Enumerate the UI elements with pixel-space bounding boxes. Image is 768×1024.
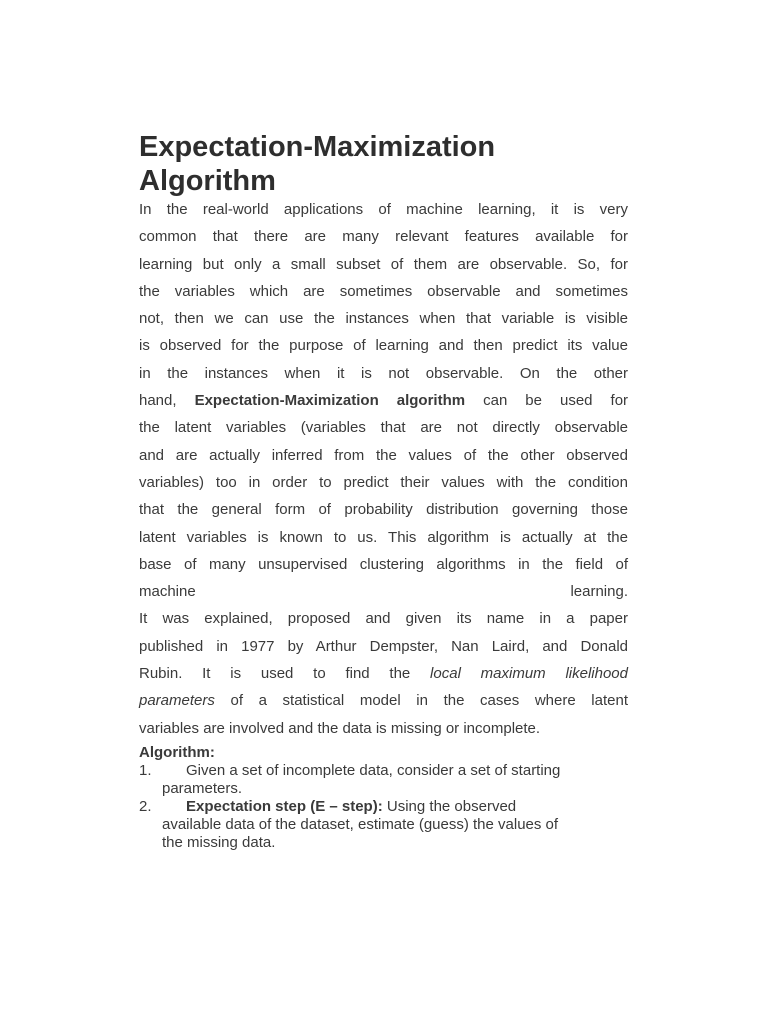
line-text: hand, — [139, 392, 177, 410]
title-line: Algorithm — [139, 165, 276, 197]
line-text: variables) too in order to predict their values with the condition — [139, 473, 628, 491]
text-line — [139, 715, 628, 742]
list-text: the missing data. — [162, 834, 276, 851]
text-line — [139, 223, 628, 250]
line-text: latent variables is known to us. This algorithm is actually at the — [139, 528, 628, 546]
list-item — [139, 798, 628, 852]
text-line — [139, 332, 628, 359]
list-text: Using the observed — [382, 798, 517, 815]
algorithm-heading: Algorithm: — [139, 744, 215, 761]
line-text: in the instances when it is not observable. On the other — [139, 364, 628, 382]
line-text: common that there are many relevant features available for — [139, 228, 628, 246]
title-line: Expectation-Maximization — [139, 131, 496, 163]
text-line — [139, 278, 628, 305]
list-text: Given a set of incomplete data, consider a set of starting — [186, 762, 561, 779]
list-number: 1. — [139, 762, 152, 779]
line-text: It was explained, proposed and given its name in a paper — [139, 610, 628, 628]
line-text: learning but only a small subset of them are observable. So, for — [139, 255, 628, 273]
text-line — [139, 360, 628, 387]
text-line — [139, 469, 628, 496]
paragraph-intro — [139, 196, 628, 742]
text-line — [139, 387, 628, 414]
line-text: base of many unsupervised clustering algorithms in the field of — [139, 555, 628, 573]
line-text: and are actually inferred from the values of the other observed — [139, 446, 628, 464]
line-text: can be used for — [483, 392, 629, 410]
bold-term: Expectation-Maximization algorithm — [194, 392, 466, 410]
text-line — [139, 660, 628, 687]
line-text: is observed for the purpose of learning and then predict its value — [139, 337, 628, 355]
line-text: In the real-world applications of machine learning, it is very — [139, 201, 628, 218]
text-line — [139, 578, 628, 605]
list-text: available data of the dataset, estimate (guess) the values of — [162, 816, 559, 833]
text-line — [139, 305, 628, 332]
text-line — [139, 196, 628, 223]
text-line — [139, 633, 628, 660]
text-line — [139, 496, 628, 523]
list-text: parameters. — [162, 780, 243, 797]
list-number: 2. — [139, 798, 152, 815]
line-text: of a statistical model in the cases where latent — [230, 692, 628, 710]
italic-term: parameters — [139, 692, 215, 710]
page-title — [139, 130, 495, 198]
line-text: that the general form of probability distribution governing those — [139, 501, 628, 519]
line-text: machine — [139, 583, 196, 601]
text-line — [139, 414, 628, 441]
line-text: Rubin. It is used to find the — [139, 665, 411, 683]
line-text: not, then we can use the instances when that variable is visible — [139, 310, 628, 328]
text-line — [139, 551, 628, 578]
line-text: the latent variables (variables that are not directly observable — [139, 419, 628, 437]
algorithm-section — [139, 744, 628, 852]
text-line — [139, 687, 628, 714]
text-line — [139, 442, 628, 469]
text-line — [139, 524, 628, 551]
line-text: the variables which are sometimes observable and sometimes — [139, 282, 628, 300]
text-line — [139, 605, 628, 632]
text-line — [139, 251, 628, 278]
list-item — [139, 762, 628, 798]
bold-term: Expectation step (E – step): — [186, 798, 383, 815]
line-text: learning. — [570, 583, 628, 601]
line-text: published in 1977 by Arthur Dempster, Nan Laird, and Donald — [139, 637, 628, 655]
line-text: variables are involved and the data is missing or incomplete. — [139, 719, 541, 737]
italic-term: local maximum likelihood — [430, 665, 628, 683]
